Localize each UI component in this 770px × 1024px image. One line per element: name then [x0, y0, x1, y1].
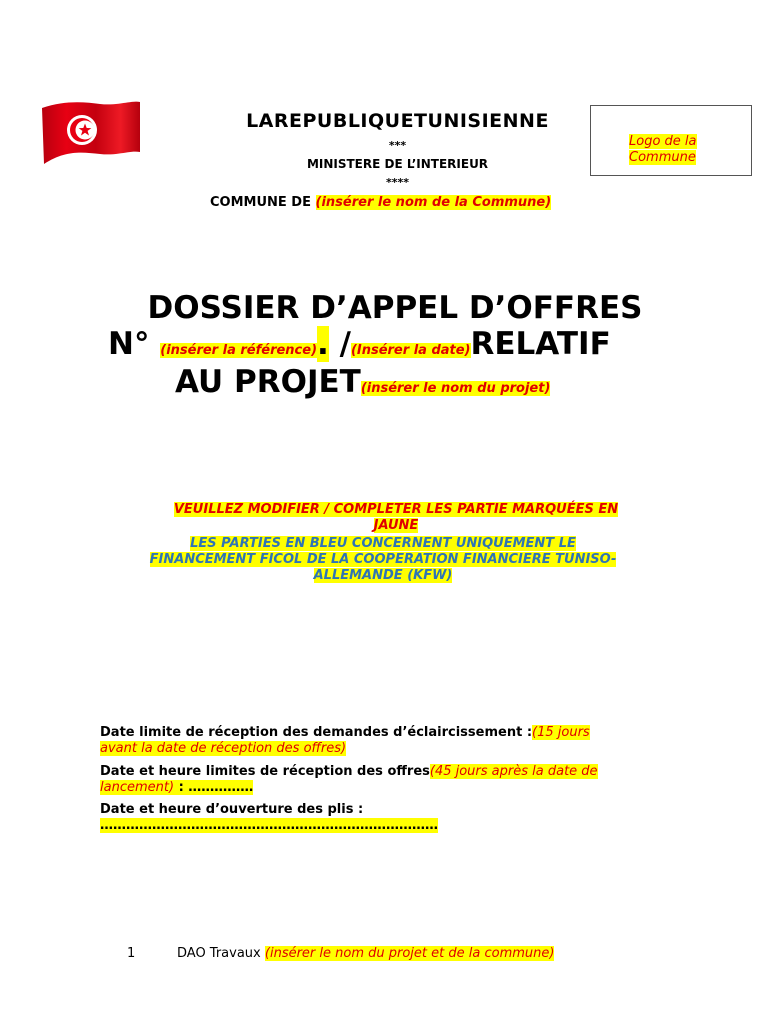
document-title: DOSSIER D’APPEL D’OFFRES	[147, 290, 643, 326]
title-reference-line	[108, 326, 611, 362]
separator-stars: ****	[385, 176, 409, 189]
reception-deadline: Date et heure limites de réception des offres(45 jours après la date de lancement) : ……………	[100, 764, 598, 795]
page-number: 1	[127, 946, 136, 961]
instruction-notice: VEUILLEZ MODIFIER / COMPLETER LES PARTIE MARQUÉES EN JAUNE	[173, 502, 619, 533]
commune-label: COMMUNE DE	[210, 195, 311, 210]
reference-dot: .	[317, 326, 329, 362]
commune-line	[210, 195, 551, 210]
ministry-heading: MINISTERE DE L’INTERIEUR	[306, 157, 489, 171]
date-placeholder: (Insérer la date)	[350, 343, 471, 358]
reference-placeholder: (insérer la référence)	[160, 343, 318, 358]
kfw-notice: LES PARTIES EN BLEU CONCERNENT UNIQUEMENT LE FINANCEMENT FICOL DE LA COOPERATION FINANCIERE TUNISO- ALLEMANDE (KFW)	[149, 536, 617, 583]
opening-date: Date et heure d’ouverture des plis : ……………………………………………………………………	[100, 802, 438, 833]
numero-label: N°	[108, 326, 150, 362]
clarification-deadline: Date limite de réception des demandes d’éclaircissement :(15 jours avant la date de réception des offres)	[100, 725, 590, 756]
au-projet-label: AU PROJET	[175, 364, 361, 400]
footer-placeholder: (insérer le nom du projet et de la commune)	[264, 946, 555, 961]
footer-dao-label: DAO Travaux	[177, 946, 261, 961]
separator-stars: ***	[388, 139, 407, 152]
republic-heading: LAREPUBLIQUETUNISIENNE	[246, 110, 549, 132]
relatif-label: RELATIF	[470, 326, 611, 362]
logo-placeholder-text: Logo de la Commune	[629, 134, 697, 165]
project-placeholder: (insérer le nom du projet)	[360, 381, 551, 396]
slash: /	[328, 326, 351, 362]
title-project-line	[175, 364, 550, 400]
page-footer	[127, 946, 554, 961]
commune-placeholder: (insérer le nom de la Commune)	[315, 195, 552, 210]
